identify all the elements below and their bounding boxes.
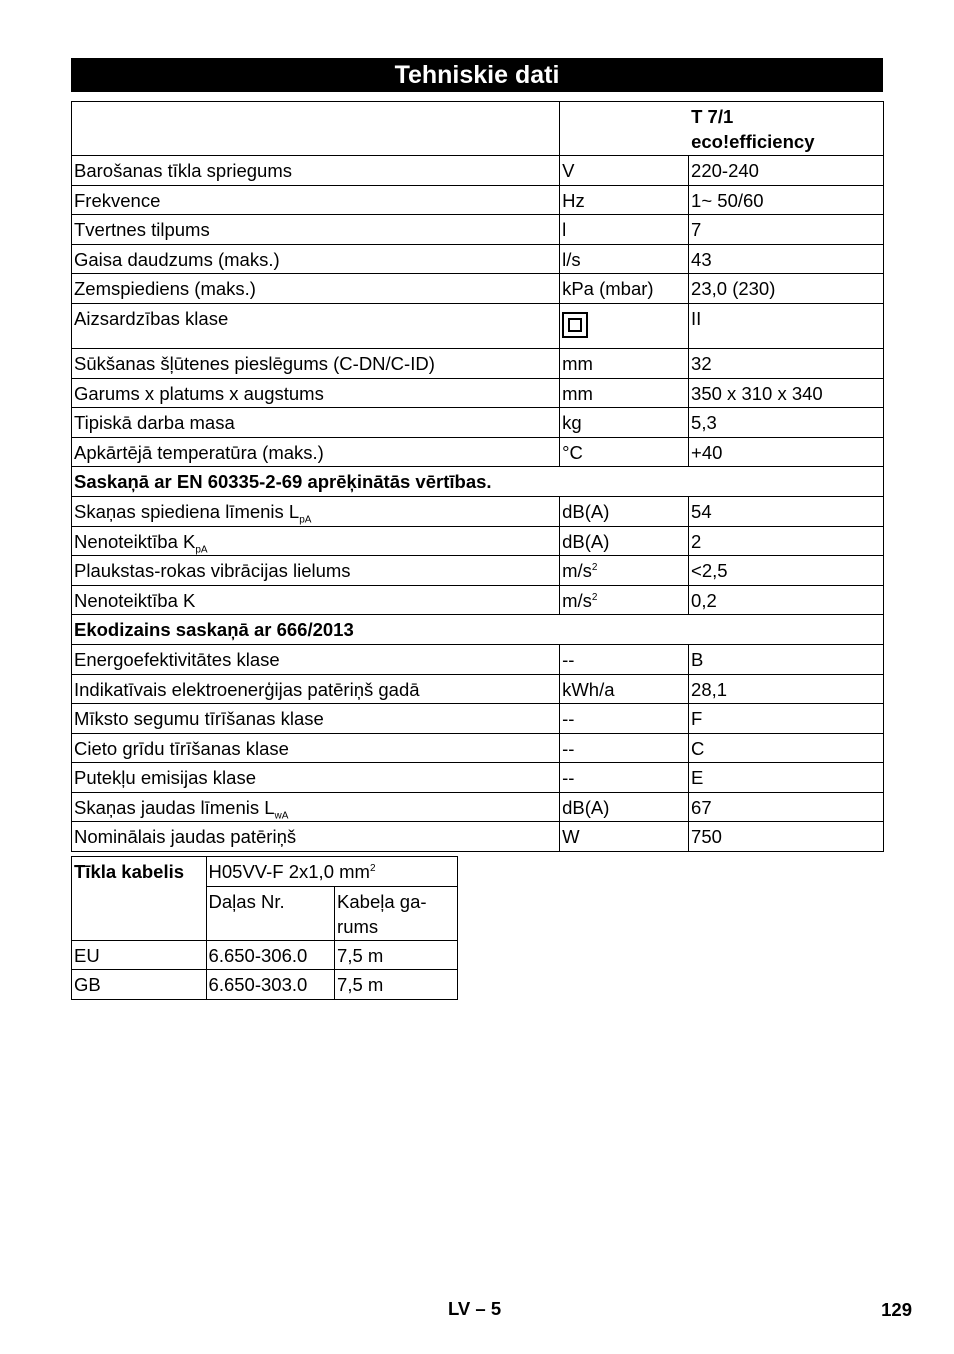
- cable-col-length: Kabeļa ga-rums: [335, 886, 458, 940]
- spec-label: Sūkšanas šļūtenes pieslēgums (C-DN/C-ID): [72, 348, 560, 378]
- spec-label: Frekvence: [72, 185, 560, 215]
- spec-value: 350 x 310 x 340: [689, 378, 884, 408]
- cable-region: EU: [72, 940, 207, 970]
- spec-unit: dB(A): [560, 792, 689, 822]
- protection-class-ii-icon: [562, 312, 588, 338]
- spec-value: <2,5: [689, 556, 884, 586]
- table-row: [72, 408, 884, 438]
- spec-label: Skaņas spiediena līmenis $L_{pA}$: [72, 496, 560, 526]
- spec-label: Barošanas tīkla spriegums: [72, 156, 560, 186]
- cable-length: 7,5 m: [335, 970, 458, 1000]
- spec-label: Mīksto segumu tīrīšanas klase: [72, 704, 560, 734]
- spec-value: 1~ 50/60: [689, 185, 884, 215]
- spec-label: Apkārtējā temperatūra (maks.): [72, 437, 560, 467]
- cable-row: [72, 970, 458, 1000]
- spec-value: II: [689, 303, 884, 348]
- spec-unit: Hz: [560, 185, 689, 215]
- spec-unit: --: [560, 763, 689, 793]
- spec-unit: kPa (mbar): [560, 274, 689, 304]
- table-row: [72, 556, 884, 586]
- spec-label: Energoefektivitātes klase: [72, 644, 560, 674]
- cable-region: GB: [72, 970, 207, 1000]
- spec-unit: l: [560, 215, 689, 245]
- spec-value: 0,2: [689, 585, 884, 615]
- spec-label: Nenoteiktība K: [72, 585, 560, 615]
- spec-value: 43: [689, 244, 884, 274]
- table-row: [72, 674, 884, 704]
- spec-label: Skaņas jaudas līmenis $L_{wA}$: [72, 792, 560, 822]
- cable-part-number: 6.650-303.0: [206, 970, 335, 1000]
- spec-unit: dB(A): [560, 496, 689, 526]
- spec-label: Putekļu emisijas klase: [72, 763, 560, 793]
- spec-unit: mm: [560, 378, 689, 408]
- table-row: [72, 822, 884, 852]
- cable-part-number: 6.650-306.0: [206, 940, 335, 970]
- spec-label: Plaukstas-rokas vibrācijas lielums: [72, 556, 560, 586]
- table-row: [72, 496, 884, 526]
- table-row: [72, 378, 884, 408]
- spec-label: Aizsardzības klase: [72, 303, 560, 348]
- spec-value: 23,0 (230): [689, 274, 884, 304]
- spec-value: 32: [689, 348, 884, 378]
- spec-label: Nenoteiktība $K_{pA}$: [72, 526, 560, 556]
- table-header-row: [72, 102, 884, 156]
- spec-label: Tvertnes tilpums: [72, 215, 560, 245]
- spec-unit: [560, 303, 689, 348]
- spec-value: 2: [689, 526, 884, 556]
- table-row: [72, 244, 884, 274]
- cable-type: H05VV-F 2x1,0 $mm^2$: [206, 857, 457, 887]
- model-name: T 7/1 eco!efficiency: [691, 106, 815, 152]
- spec-value: E: [689, 763, 884, 793]
- table-row: [72, 585, 884, 615]
- spec-unit: --: [560, 704, 689, 734]
- page-number: 129: [881, 1299, 912, 1320]
- spec-table: [71, 101, 884, 852]
- section-heading-row: [72, 467, 884, 497]
- spec-label: Gaisa daudzums (maks.): [72, 244, 560, 274]
- spec-unit: l/s: [560, 244, 689, 274]
- table-row: [72, 526, 884, 556]
- table-row: [72, 437, 884, 467]
- table-row: [72, 156, 884, 186]
- cable-label: Tīkla kabelis: [72, 857, 207, 941]
- model-cell: [560, 102, 884, 156]
- table-row: [72, 733, 884, 763]
- spec-value: C: [689, 733, 884, 763]
- spec-unit: °C: [560, 437, 689, 467]
- spec-label: Nominālais jaudas patēriņš: [72, 822, 560, 852]
- spec-value: 54: [689, 496, 884, 526]
- spec-label: Indikatīvais elektroenerģijas patēriņš gadā: [72, 674, 560, 704]
- section-heading-row: [72, 615, 884, 645]
- cable-type-row: [72, 857, 458, 887]
- spec-value: 67: [689, 792, 884, 822]
- cable-length: 7,5 m: [335, 940, 458, 970]
- footer-section: LV – 5: [448, 1298, 502, 1319]
- spec-unit: --: [560, 644, 689, 674]
- table-row: [72, 303, 884, 348]
- spec-label: Cieto grīdu tīrīšanas klase: [72, 733, 560, 763]
- spec-label: Zemspiediens (maks.): [72, 274, 560, 304]
- table-row: [72, 644, 884, 674]
- header-empty-cell: [72, 102, 560, 156]
- spec-unit: --: [560, 733, 689, 763]
- spec-unit: $m/s^2$: [560, 556, 689, 586]
- table-row: [72, 704, 884, 734]
- spec-value: 28,1: [689, 674, 884, 704]
- cable-row: [72, 940, 458, 970]
- table-row: [72, 348, 884, 378]
- spec-value: +40: [689, 437, 884, 467]
- spec-value: 750: [689, 822, 884, 852]
- spec-unit: V: [560, 156, 689, 186]
- spec-label: Tipiskā darba masa: [72, 408, 560, 438]
- table-row: [72, 274, 884, 304]
- spec-unit: dB(A): [560, 526, 689, 556]
- table-row: [72, 185, 884, 215]
- spec-label: Garums x platums x augstums: [72, 378, 560, 408]
- spec-unit: kg: [560, 408, 689, 438]
- table-row: [72, 792, 884, 822]
- cable-table: [71, 856, 458, 1000]
- section-heading: Ekodizains saskaņā ar 666/2013: [72, 615, 884, 645]
- spec-unit: kWh/a: [560, 674, 689, 704]
- section-heading: Saskaņā ar EN 60335-2-69 aprēķinātās vērtības.: [72, 467, 884, 497]
- page-title: Tehniskie dati: [71, 58, 883, 92]
- spec-unit: $m/s^2$: [560, 585, 689, 615]
- spec-value: 5,3: [689, 408, 884, 438]
- table-row: [72, 763, 884, 793]
- spec-unit: mm: [560, 348, 689, 378]
- spec-value: B: [689, 644, 884, 674]
- spec-value: F: [689, 704, 884, 734]
- spec-value: 7: [689, 215, 884, 245]
- spec-value: 220-240: [689, 156, 884, 186]
- cable-col-part: Daļas Nr.: [206, 886, 335, 940]
- spec-unit: W: [560, 822, 689, 852]
- table-row: [72, 215, 884, 245]
